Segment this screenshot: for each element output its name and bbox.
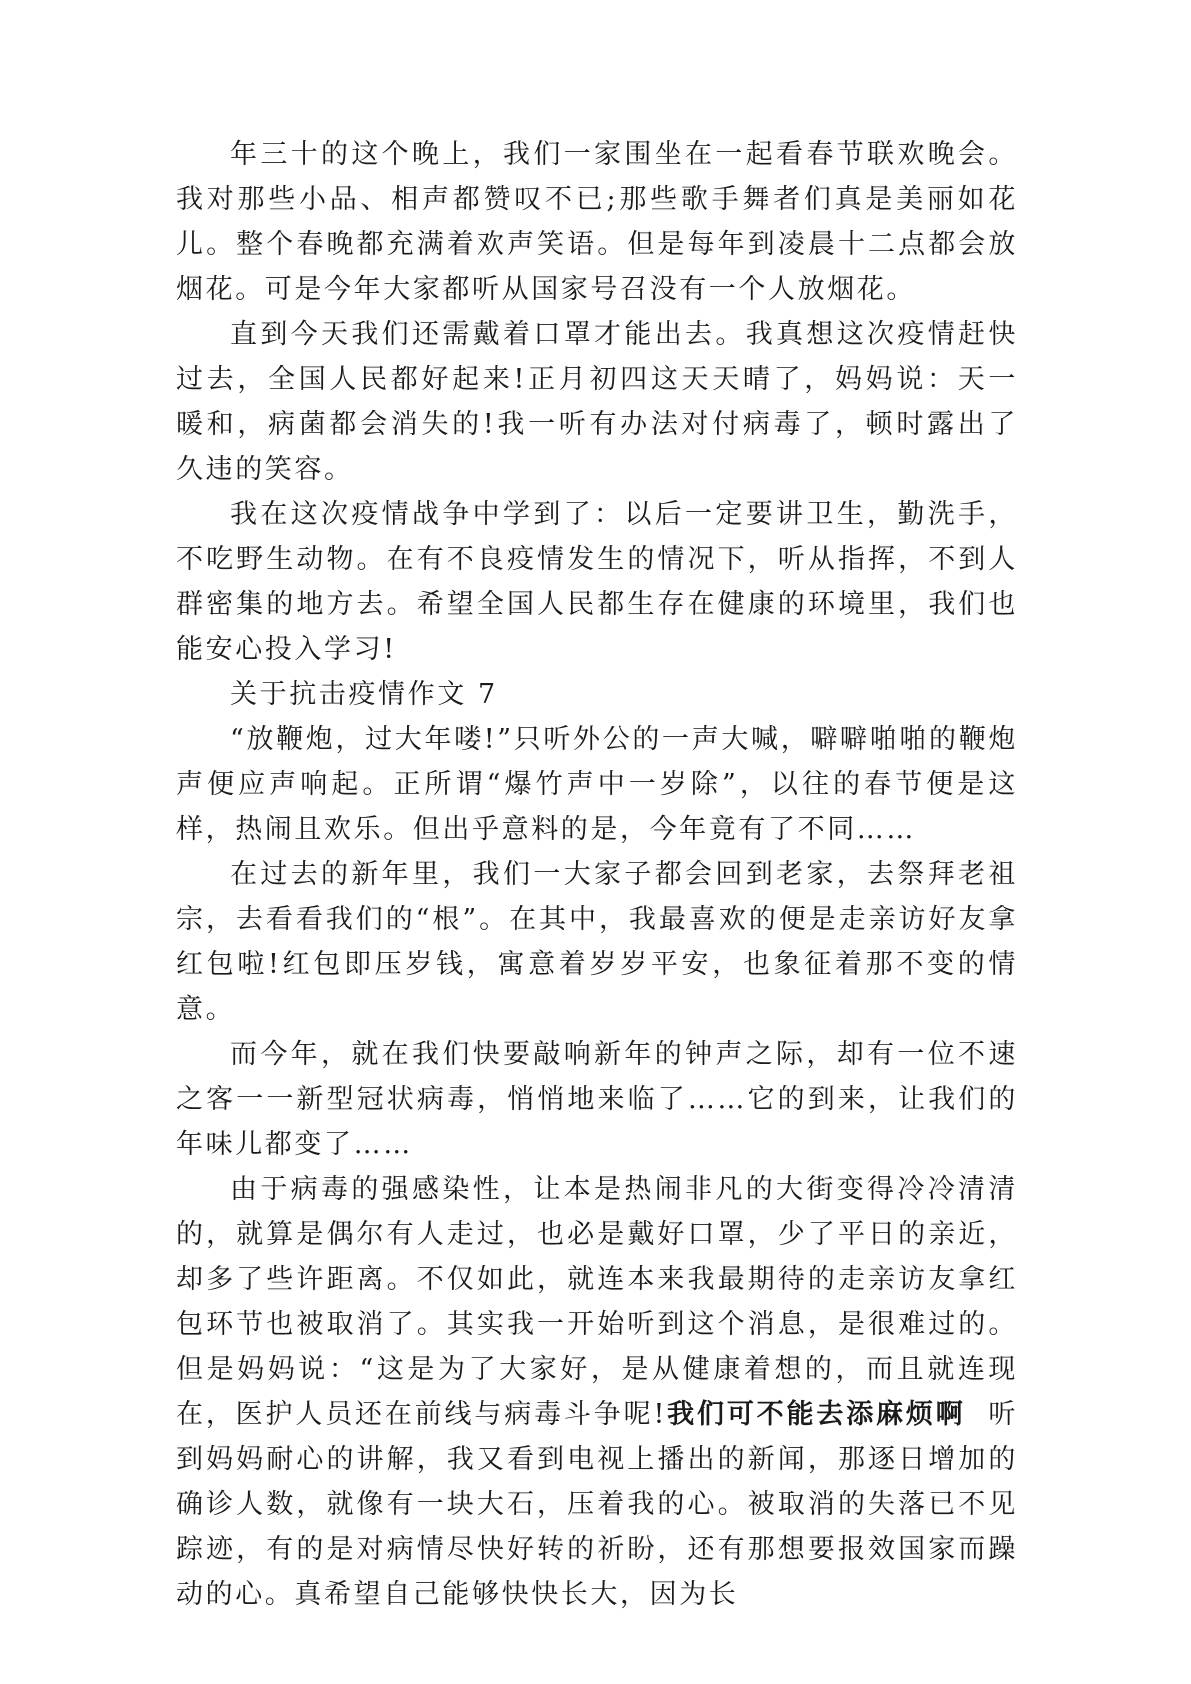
paragraph-virus-arrival: 而今年，就在我们快要敲响新年的钟声之际，却有一位不速之客一一新型冠状病毒，悄悄地来临了……它的到来，让我们的年味儿都变了…… [176, 1039, 1018, 1160]
paragraph-virus-impact-part2: 听到妈妈耐心的讲解，我又看到电视上播出的新闻，那逐日增加的确诊人数，就像有一块大石，压着我的心。被取消的失落已不见踪迹，有的是对病情尽快好转的祈盼，还有那想要报效国家而躁动的心。真希望自己能够快快长大，因为长 [176, 1399, 1019, 1610]
paragraph-virus-impact-bold: 我们可不能去添麻烦啊 [666, 1399, 966, 1430]
paragraph-past-new-year: 在过去的新年里，我们一大家子都会回到老家，去祭拜老祖宗，去看看我们的“根”。在其中，我最喜欢的便是走亲访好友拿红包啦!红包即压岁钱，寓意着岁岁平安，也象征着那不变的情意。 [176, 859, 1018, 1025]
paragraph-new-year-eve: 年三十的这个晚上，我们一家围坐在一起看春节联欢晚会。我对那些小品、相声都赞叹不已;那些歌手舞者们真是美丽如花儿。整个春晚都充满着欢声笑语。但是每年到凌晨十二点都会放烟花。可是今年大家都听从国家号召没有一个人放烟花。 [176, 139, 1018, 305]
paragraph-firecrackers: “放鞭炮，过大年喽!”只听外公的一声大喊，噼噼啪啪的鞭炮声便应声响起。正所谓“爆竹声中一岁除”，以往的春节便是这样，热闹且欢乐。但出乎意料的是，今年竟有了不同…… [176, 724, 1018, 845]
section-heading: 关于抗击疫情作文 7 [230, 679, 498, 710]
paragraph-virus-impact [176, 1167, 1018, 1617]
paragraph-virus-impact-part1: 由于病毒的强感染性，让本是热闹非凡的大街变得冷冷清清的，就算是偶尔有人走过，也必是戴好口罩，少了平日的亲近，却多了些许距离。不仅如此，就连本来我最期待的走亲访友拿红包环节也被取消了。其实我一开始听到这个消息，是很难过的。但是妈妈说：“这是为了大家好，是从健康着想的，而且就连现在，医护人员还在前线与病毒斗争呢! [176, 1174, 1018, 1430]
paragraph-lessons-learned: 我在这次疫情战争中学到了：以后一定要讲卫生，勤洗手，不吃野生动物。在有不良疫情发生的情况下，听从指挥，不到人群密集的地方去。希望全国人民都生存在健康的环境里，我们也能安心投入学习! [176, 499, 1018, 665]
paragraph-wearing-masks: 直到今天我们还需戴着口罩才能出去。我真想这次疫情赶快过去，全国人民都好起来!正月初四这天天晴了，妈妈说：天一暖和，病菌都会消失的!我一听有办法对付病毒了，顿时露出了久违的笑容。 [176, 319, 1018, 485]
document-body [176, 132, 1018, 1617]
